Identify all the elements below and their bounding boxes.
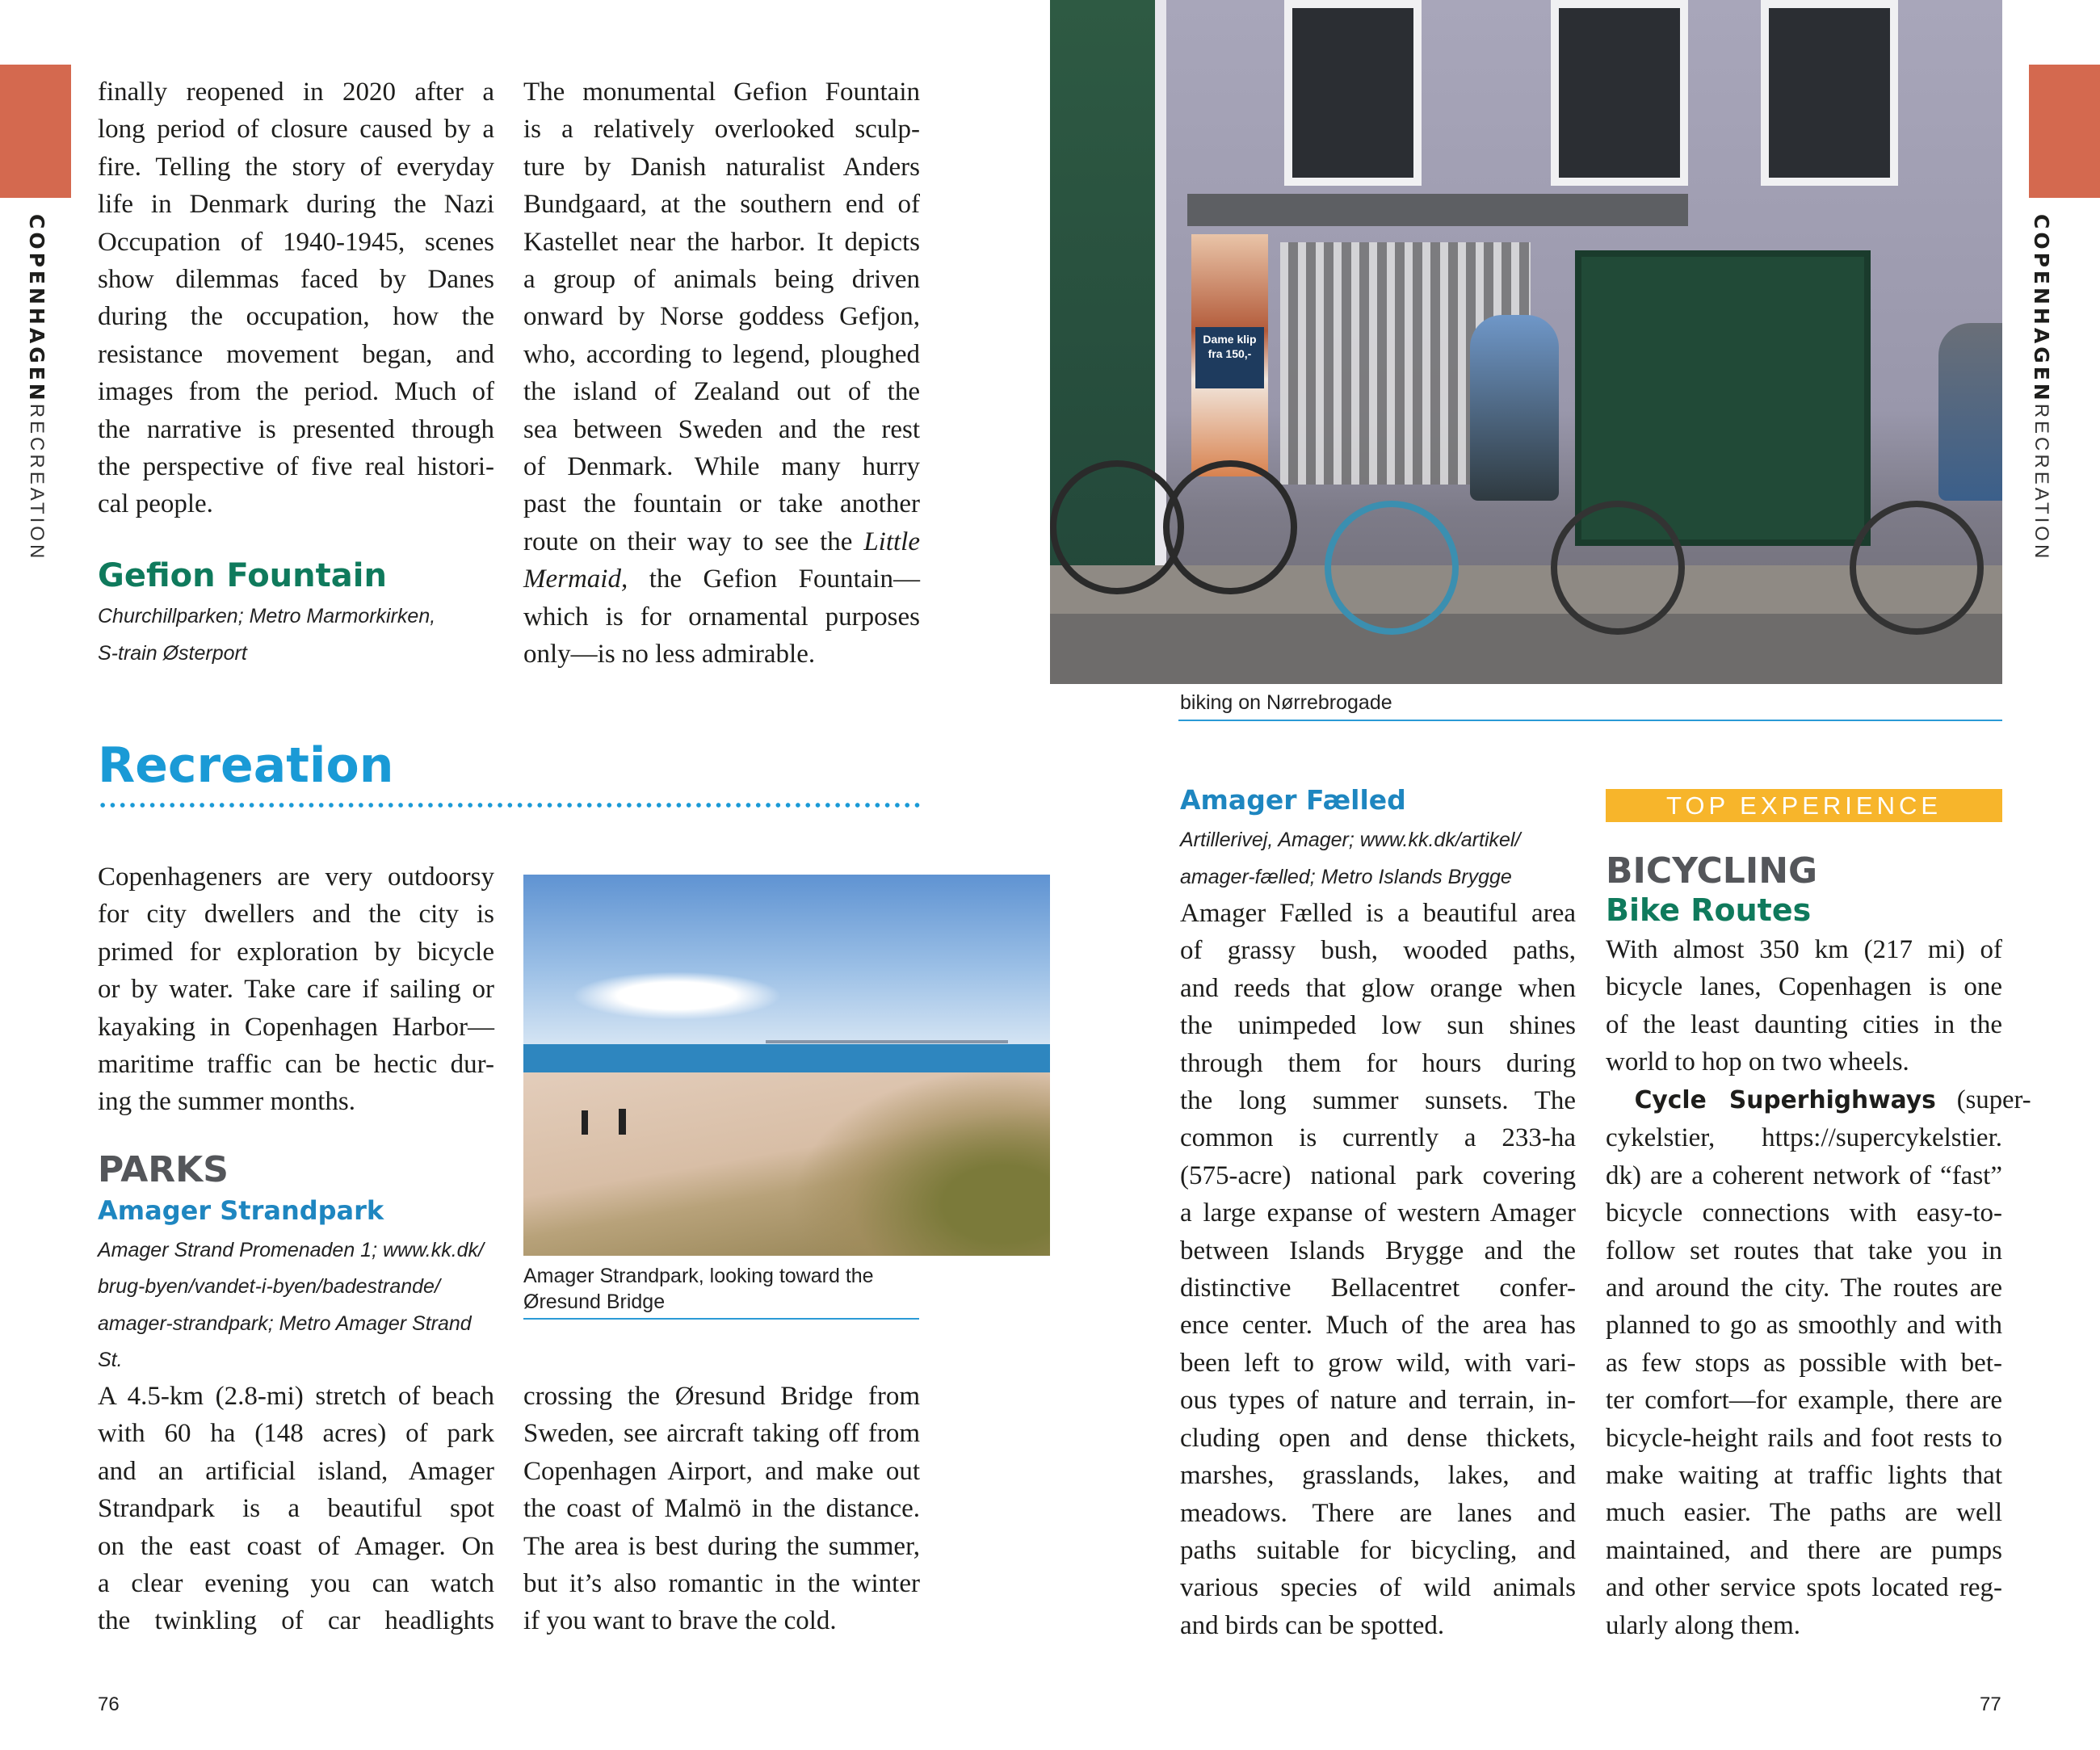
text-line: dk) are a coherent network of “fast”	[1606, 1160, 2002, 1190]
text-line: or by water. Take care if sailing or	[98, 975, 494, 1005]
text-line: Copenhagen Airport, and make out	[523, 1456, 920, 1486]
text-segment: the Gefion Fountain—	[628, 564, 920, 594]
text-line: with 60 ha (148 acres) of park	[98, 1419, 494, 1449]
text-line: bicycle lanes, Copenhagen is one	[1606, 972, 2002, 1002]
text-line: but it’s also romantic in the winter	[523, 1569, 920, 1599]
text-line: Kastellet near the harbor. It depicts	[523, 227, 920, 257]
italic-text: Little	[863, 527, 920, 556]
cyclist	[1470, 315, 1559, 501]
text-line: cykelstier, https://supercykelstier.	[1606, 1123, 2002, 1153]
section-tab-right	[2029, 65, 2100, 198]
text-line: during the occupation, how the	[98, 302, 494, 332]
cloud	[572, 972, 782, 1020]
text-line: on the east coast of Amager. On	[98, 1531, 494, 1561]
text-line: through them for hours during	[1180, 1048, 1576, 1078]
parks-heading: PARKS	[98, 1149, 229, 1190]
text-line: images from the period. Much of	[98, 377, 494, 407]
running-head-section: COPENHAGEN	[25, 214, 48, 404]
text-line: ing the summer months.	[98, 1087, 355, 1117]
poster-sign: Dame klip fra 150,-	[1195, 327, 1264, 388]
text-line: show dilemmas faced by Danes	[98, 265, 494, 295]
text-segment: route on their way to see the	[523, 527, 864, 556]
text-line: life in Denmark during the Nazi	[98, 190, 494, 220]
bicycle-wheel	[1551, 501, 1685, 635]
strandpark-body-col1	[98, 1378, 494, 1640]
text-segment: (super-	[1935, 1085, 2031, 1114]
text-line: the coast of Malmö in the distance.	[523, 1494, 920, 1524]
caption-rule	[523, 1318, 919, 1320]
text-line: the twinkling of car headlights	[98, 1606, 494, 1636]
running-head-left	[24, 214, 48, 561]
text-line: S-train Østerport	[98, 642, 247, 665]
running-head-right	[2029, 214, 2053, 561]
text-line: Occupation of 1940-1945, scenes	[98, 227, 494, 257]
text-line: ture by Danish naturalist Anders	[523, 152, 920, 182]
top-experience-badge: TOP EXPERIENCE	[1606, 789, 2002, 822]
text-line: distinctive Bellacentret confer-	[1180, 1274, 1576, 1303]
text-line: is a relatively overlooked sculp-	[523, 115, 920, 145]
section-heading: Recreation	[98, 737, 394, 794]
text-line: St.	[98, 1348, 123, 1371]
dune-grass	[790, 1068, 1050, 1256]
amager-faelled-body	[1180, 895, 1576, 1644]
dotted-divider	[98, 803, 920, 808]
text-line: bicycle connections with easy-to-	[1606, 1198, 2002, 1228]
text-line: Bundgaard, at the southern end of	[523, 190, 920, 220]
text-line: crossing the Øresund Bridge from	[523, 1382, 920, 1411]
text-line: the island of Zealand out of the	[523, 377, 920, 407]
text-line	[1606, 1081, 2031, 1119]
text-line: as few stops as possible with bet-	[1606, 1348, 2002, 1378]
running-head-subsection: RECREATION	[2031, 403, 2052, 562]
running-head-section: COPENHAGEN	[2030, 214, 2053, 404]
person	[619, 1109, 626, 1135]
text-line: past the fountain or take another	[523, 489, 920, 519]
amager-faelled-address	[1180, 821, 1600, 896]
text-line: primed for exploration by bicycle	[98, 937, 494, 967]
cyclist	[1938, 323, 2002, 501]
bicycle-wheel	[1850, 501, 1984, 635]
gefion-body	[523, 73, 920, 674]
text-line: of Denmark. While many hurry	[523, 452, 920, 482]
text-line: bicycle-height rails and foot rests to	[1606, 1423, 2002, 1453]
text-line: brug-byen/vandet-i-byen/badestrande/	[98, 1275, 440, 1299]
text-line: Artillerivej, Amager; www.kk.dk/artikel/	[1180, 829, 1521, 851]
text-line: the narrative is presented through	[98, 414, 494, 444]
bike-routes-para2	[1606, 1081, 2031, 1644]
text-line: and other service spots located reg-	[1606, 1573, 2002, 1603]
window	[1284, 0, 1422, 186]
bike-routes-para1	[1606, 931, 2002, 1081]
text-line: follow set routes that take you in	[1606, 1236, 2002, 1265]
text-line: meadows. There are lanes and	[1180, 1498, 1576, 1528]
text-line: and an artificial island, Amager	[98, 1456, 494, 1486]
text-line: between Islands Brygge and the	[1180, 1236, 1576, 1265]
text-line: ence center. Much of the area has	[1180, 1311, 1576, 1341]
text-line: Amager Fælled is a beautiful area	[1180, 899, 1576, 928]
person	[582, 1110, 588, 1135]
text-line: and reeds that glow orange when	[1180, 973, 1576, 1003]
page-number-right: 77	[1980, 1693, 2001, 1715]
bicycle-wheel	[1163, 460, 1297, 594]
text-line: sea between Sweden and the rest	[523, 414, 920, 444]
text-line: a clear evening you can watch	[98, 1569, 494, 1599]
category-heading: BICYCLING	[1606, 850, 1818, 892]
bold-term: Cycle Superhighways	[1634, 1086, 1936, 1114]
text-line: planned to go as smoothly and with	[1606, 1311, 2002, 1341]
text-line: (575-acre) national park covering	[1180, 1160, 1576, 1190]
text-line: only—is no less admirable.	[523, 640, 816, 669]
recreation-intro	[98, 858, 494, 1121]
text-line: ularly along them.	[1606, 1610, 1801, 1640]
text-line: a large expanse of western Amager	[1180, 1198, 1576, 1228]
text-line: paths suitable for bicycling, and	[1180, 1535, 1576, 1565]
text-line: much easier. The paths are well	[1606, 1498, 2002, 1528]
text-line: which is for ornamental purposes	[523, 602, 920, 632]
text-line: the long summer sunsets. The	[1180, 1086, 1576, 1116]
italic-text: Mermaid,	[523, 564, 628, 594]
text-line: A 4.5-km (2.8-mi) stretch of beach	[98, 1382, 494, 1411]
text-line: With almost 350 km (217 mi) of	[1606, 935, 2002, 964]
road	[1050, 614, 2002, 684]
bike-routes-heading: Bike Routes	[1606, 892, 1812, 928]
text-line: maritime traffic can be hectic dur-	[98, 1050, 494, 1080]
gefion-address	[98, 598, 518, 672]
text-line: cluding open and dense thickets,	[1180, 1423, 1576, 1453]
page-number-left: 76	[98, 1693, 120, 1715]
text-line: maintained, and there are pumps	[1606, 1535, 2002, 1565]
text-line: various species of wild animals	[1180, 1573, 1576, 1603]
text-line: Churchillparken; Metro Marmorkirken,	[98, 605, 436, 627]
text-line: resistance movement began, and	[98, 339, 494, 369]
text-line: amager-fælled; Metro Islands Brygge	[1180, 866, 1512, 888]
oresund-bridge	[766, 1040, 1008, 1043]
caption-rule	[1178, 720, 2002, 721]
text-line: Sweden, see aircraft taking off from	[523, 1419, 920, 1449]
beach-photo-caption	[523, 1263, 927, 1315]
museum-text	[98, 73, 494, 523]
amager-faelled-heading: Amager Fælled	[1180, 784, 1406, 816]
text-line: The monumental Gefion Fountain	[523, 78, 920, 107]
text-line: make waiting at traffic lights that	[1606, 1461, 2002, 1491]
text-line: of the least daunting cities in the	[1606, 1009, 2002, 1039]
text-line: Strandpark is a beautiful spot	[98, 1494, 494, 1524]
bicycle-wheel	[1325, 501, 1459, 635]
text-line: ter comfort—for example, there are	[1606, 1386, 2002, 1416]
text-line: The area is best during the summer,	[523, 1531, 920, 1561]
text-line: a group of animals being driven	[523, 265, 920, 295]
text-line: ous types of nature and terrain, in-	[1180, 1386, 1576, 1416]
text-line: finally reopened in 2020 after a	[98, 78, 494, 107]
street-photo-caption: biking on Nørrebrogade	[1180, 691, 1392, 714]
text-line: onward by Norse goddess Gefjon,	[523, 302, 920, 332]
text-line: marshes, grasslands, lakes, and	[1180, 1461, 1576, 1491]
text-line: kayaking in Copenhagen Harbor—	[98, 1012, 494, 1042]
text-line: Copenhageners are very outdoorsy	[98, 862, 494, 892]
street-photo	[1050, 0, 2002, 684]
text-line: for city dwellers and the city is	[98, 900, 494, 930]
strandpark-body-col2	[523, 1378, 920, 1640]
text-line: if you want to brave the cold.	[523, 1606, 837, 1636]
text-line: fire. Telling the story of everyday	[98, 152, 494, 182]
text-line: and birds can be spotted.	[1180, 1610, 1445, 1640]
text-line: Øresund Bridge	[523, 1290, 666, 1313]
text-line: world to hop on two wheels.	[1606, 1047, 1909, 1077]
running-head-subsection: RECREATION	[26, 403, 48, 562]
text-line: who, according to legend, ploughed	[523, 339, 920, 369]
strandpark-heading: Amager Strandpark	[98, 1195, 384, 1226]
window	[1551, 0, 1688, 186]
text-line: cal people.	[98, 489, 213, 519]
text-line: the perspective of five real histori-	[98, 452, 494, 482]
text-line: Amager Strandpark, looking toward the	[523, 1265, 874, 1287]
beach-photo	[523, 875, 1050, 1256]
section-tab-left	[0, 65, 71, 198]
strandpark-address	[98, 1232, 518, 1379]
text-line: the unimpeded low sun shines	[1180, 1011, 1576, 1041]
text-line: been left to grow wild, with vari-	[1180, 1348, 1576, 1378]
text-line	[523, 560, 920, 598]
gefion-heading: Gefion Fountain	[98, 557, 387, 594]
text-line: and around the city. The routes are	[1606, 1274, 2002, 1303]
text-line: of grassy bush, wooded paths,	[1180, 936, 1576, 966]
window	[1761, 0, 1898, 186]
awning	[1187, 194, 1688, 226]
text-line: common is currently a 233-ha	[1180, 1123, 1576, 1153]
text-line: long period of closure caused by a	[98, 115, 494, 145]
text-line: Amager Strand Promenaden 1; www.kk.dk/	[98, 1239, 485, 1261]
text-line	[523, 523, 920, 560]
text-line: amager-strandpark; Metro Amager Strand	[98, 1311, 472, 1335]
